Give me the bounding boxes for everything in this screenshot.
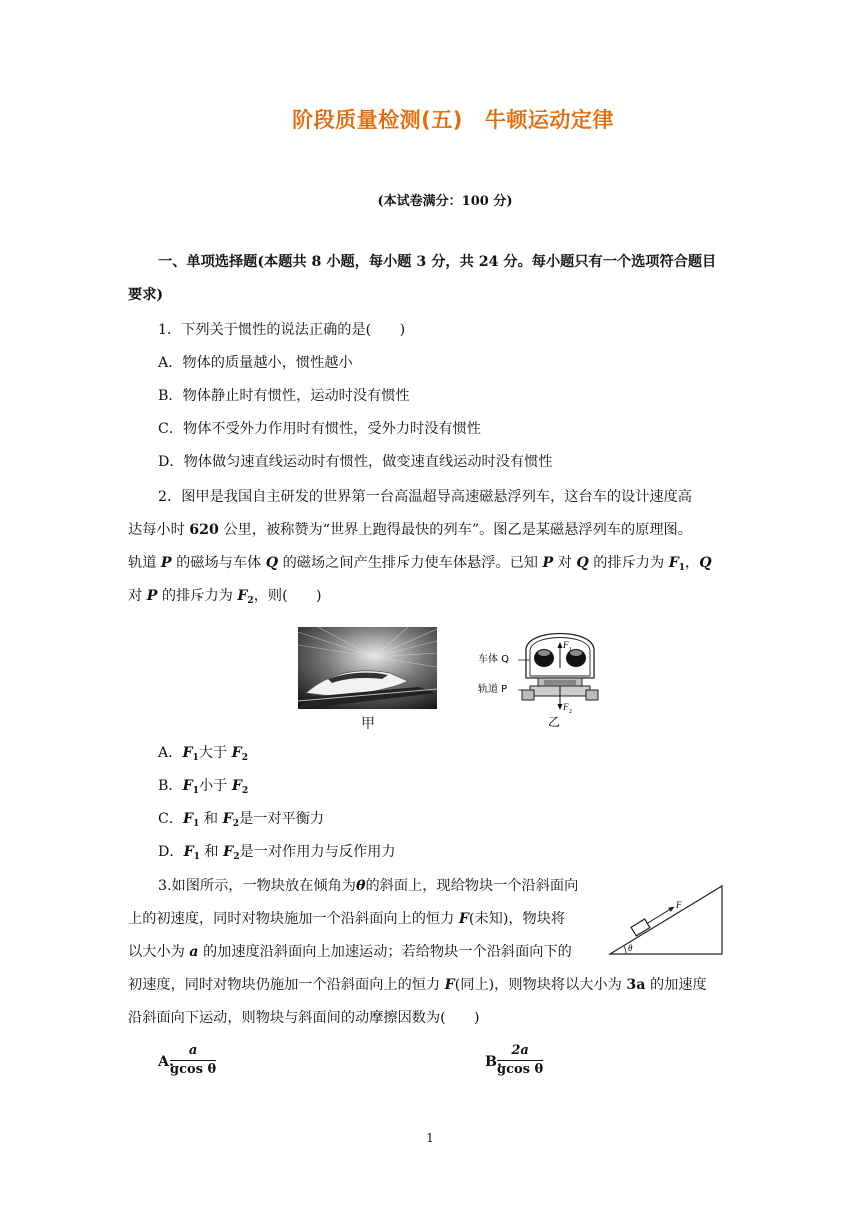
fraction-numerator: 2a: [497, 1042, 543, 1061]
f2-sub: 2: [569, 709, 572, 715]
q3-option-b-label: B.: [485, 1054, 502, 1070]
q3-line1: 3.如图所示，一物块放在倾角为θ的斜面上，现给物块一个沿斜面向: [158, 878, 579, 894]
q2-line1: 2．图甲是我国自主研发的世界第一台高温超导高速磁悬浮列车，这台车的设计速度高: [158, 489, 692, 505]
q1-option-c: C．物体不受外力作用时有惯性，受外力时没有惯性: [158, 421, 481, 437]
maglev-principle-diagram: [478, 620, 618, 730]
q1-option-d: D．物体做匀速直线运动时有惯性，做变速直线运动时没有惯性: [158, 454, 553, 470]
theta-label: θ: [628, 943, 633, 953]
f1-label: F: [563, 640, 569, 650]
page-title: [0, 104, 860, 134]
q3-line4: 初速度，同时对物块仍施加一个沿斜面向上的恒力 F(同上)，则物块将以大小为 3a 的加速度: [128, 977, 707, 993]
fraction-denominator: gcos θ: [170, 1062, 217, 1077]
car-body-label: 车体 Q: [478, 654, 510, 665]
f2-label: F: [563, 702, 569, 712]
q3-line3: 以大小为 a 的加速度沿斜面向上加速运动；若给物块一个沿斜面向下的: [128, 944, 572, 960]
score-note: (本试卷满分：100 分): [377, 194, 513, 209]
track-label: 轨道 P: [478, 684, 508, 695]
title-right: 牛顿运动定律: [484, 108, 614, 132]
q2-line2: 达每小时 620 公里，被称赞为“世界上跑得最快的列车”。图乙是某磁悬浮列车的原理图。: [128, 522, 692, 538]
section-heading-cont: 要求): [128, 287, 164, 303]
q3-option-b-fraction: [497, 1042, 543, 1079]
q1-option-a: A．物体的质量越小，惯性越小: [158, 355, 353, 371]
q2-option-c: C．$F_1$ 和 $F_2$是一对平衡力: [158, 811, 325, 829]
figure-yi-caption: 乙: [548, 715, 561, 729]
maglev-train-photo: [298, 627, 437, 709]
incline-diagram: [606, 882, 730, 962]
section-heading: 一、单项选择题(本题共 8 小题，每小题 3 分，共 24 分。每小题只有一个选项符合题目: [158, 254, 717, 270]
fraction-numerator: a: [170, 1042, 216, 1061]
q2-line4: 对 P 的排斥力为 $F_2$，则( ): [128, 588, 322, 606]
q3-line2: 上的初速度，同时对物块施加一个沿斜面向上的恒力 F(未知)，物块将: [128, 911, 566, 927]
q3-option-a-label: A.: [158, 1054, 174, 1070]
q1-stem: 1．下列关于惯性的说法正确的是( ): [158, 322, 406, 338]
figure-jia-caption: 甲: [361, 716, 375, 732]
q1-option-b: B．物体静止时有惯性，运动时没有惯性: [158, 388, 410, 404]
q2-option-b: B．$F_1$小于 $F_2$: [158, 778, 249, 796]
f1-sub: 1: [569, 647, 572, 653]
force-f-label: F: [676, 900, 682, 910]
q2-option-d: D．$F_1$ 和 $F_2$是一对作用力与反作用力: [158, 844, 396, 862]
q3-line5: 沿斜面向下运动，则物块与斜面间的动摩擦因数为( ): [128, 1010, 480, 1026]
q3-option-a-fraction: [170, 1042, 216, 1079]
q2-line3: 轨道 P 的磁场与车体 Q 的磁场之间产生排斥力使车体悬浮。已知 P 对 Q 的排斥力为 $F_1$，Q: [128, 555, 712, 573]
q2-option-a: A．$F_1$大于 $F_2$: [158, 745, 249, 763]
title-left: 阶段质量检测(五): [292, 108, 463, 132]
page-number: 1: [426, 1131, 434, 1145]
fraction-denominator: gcos θ: [497, 1062, 544, 1077]
